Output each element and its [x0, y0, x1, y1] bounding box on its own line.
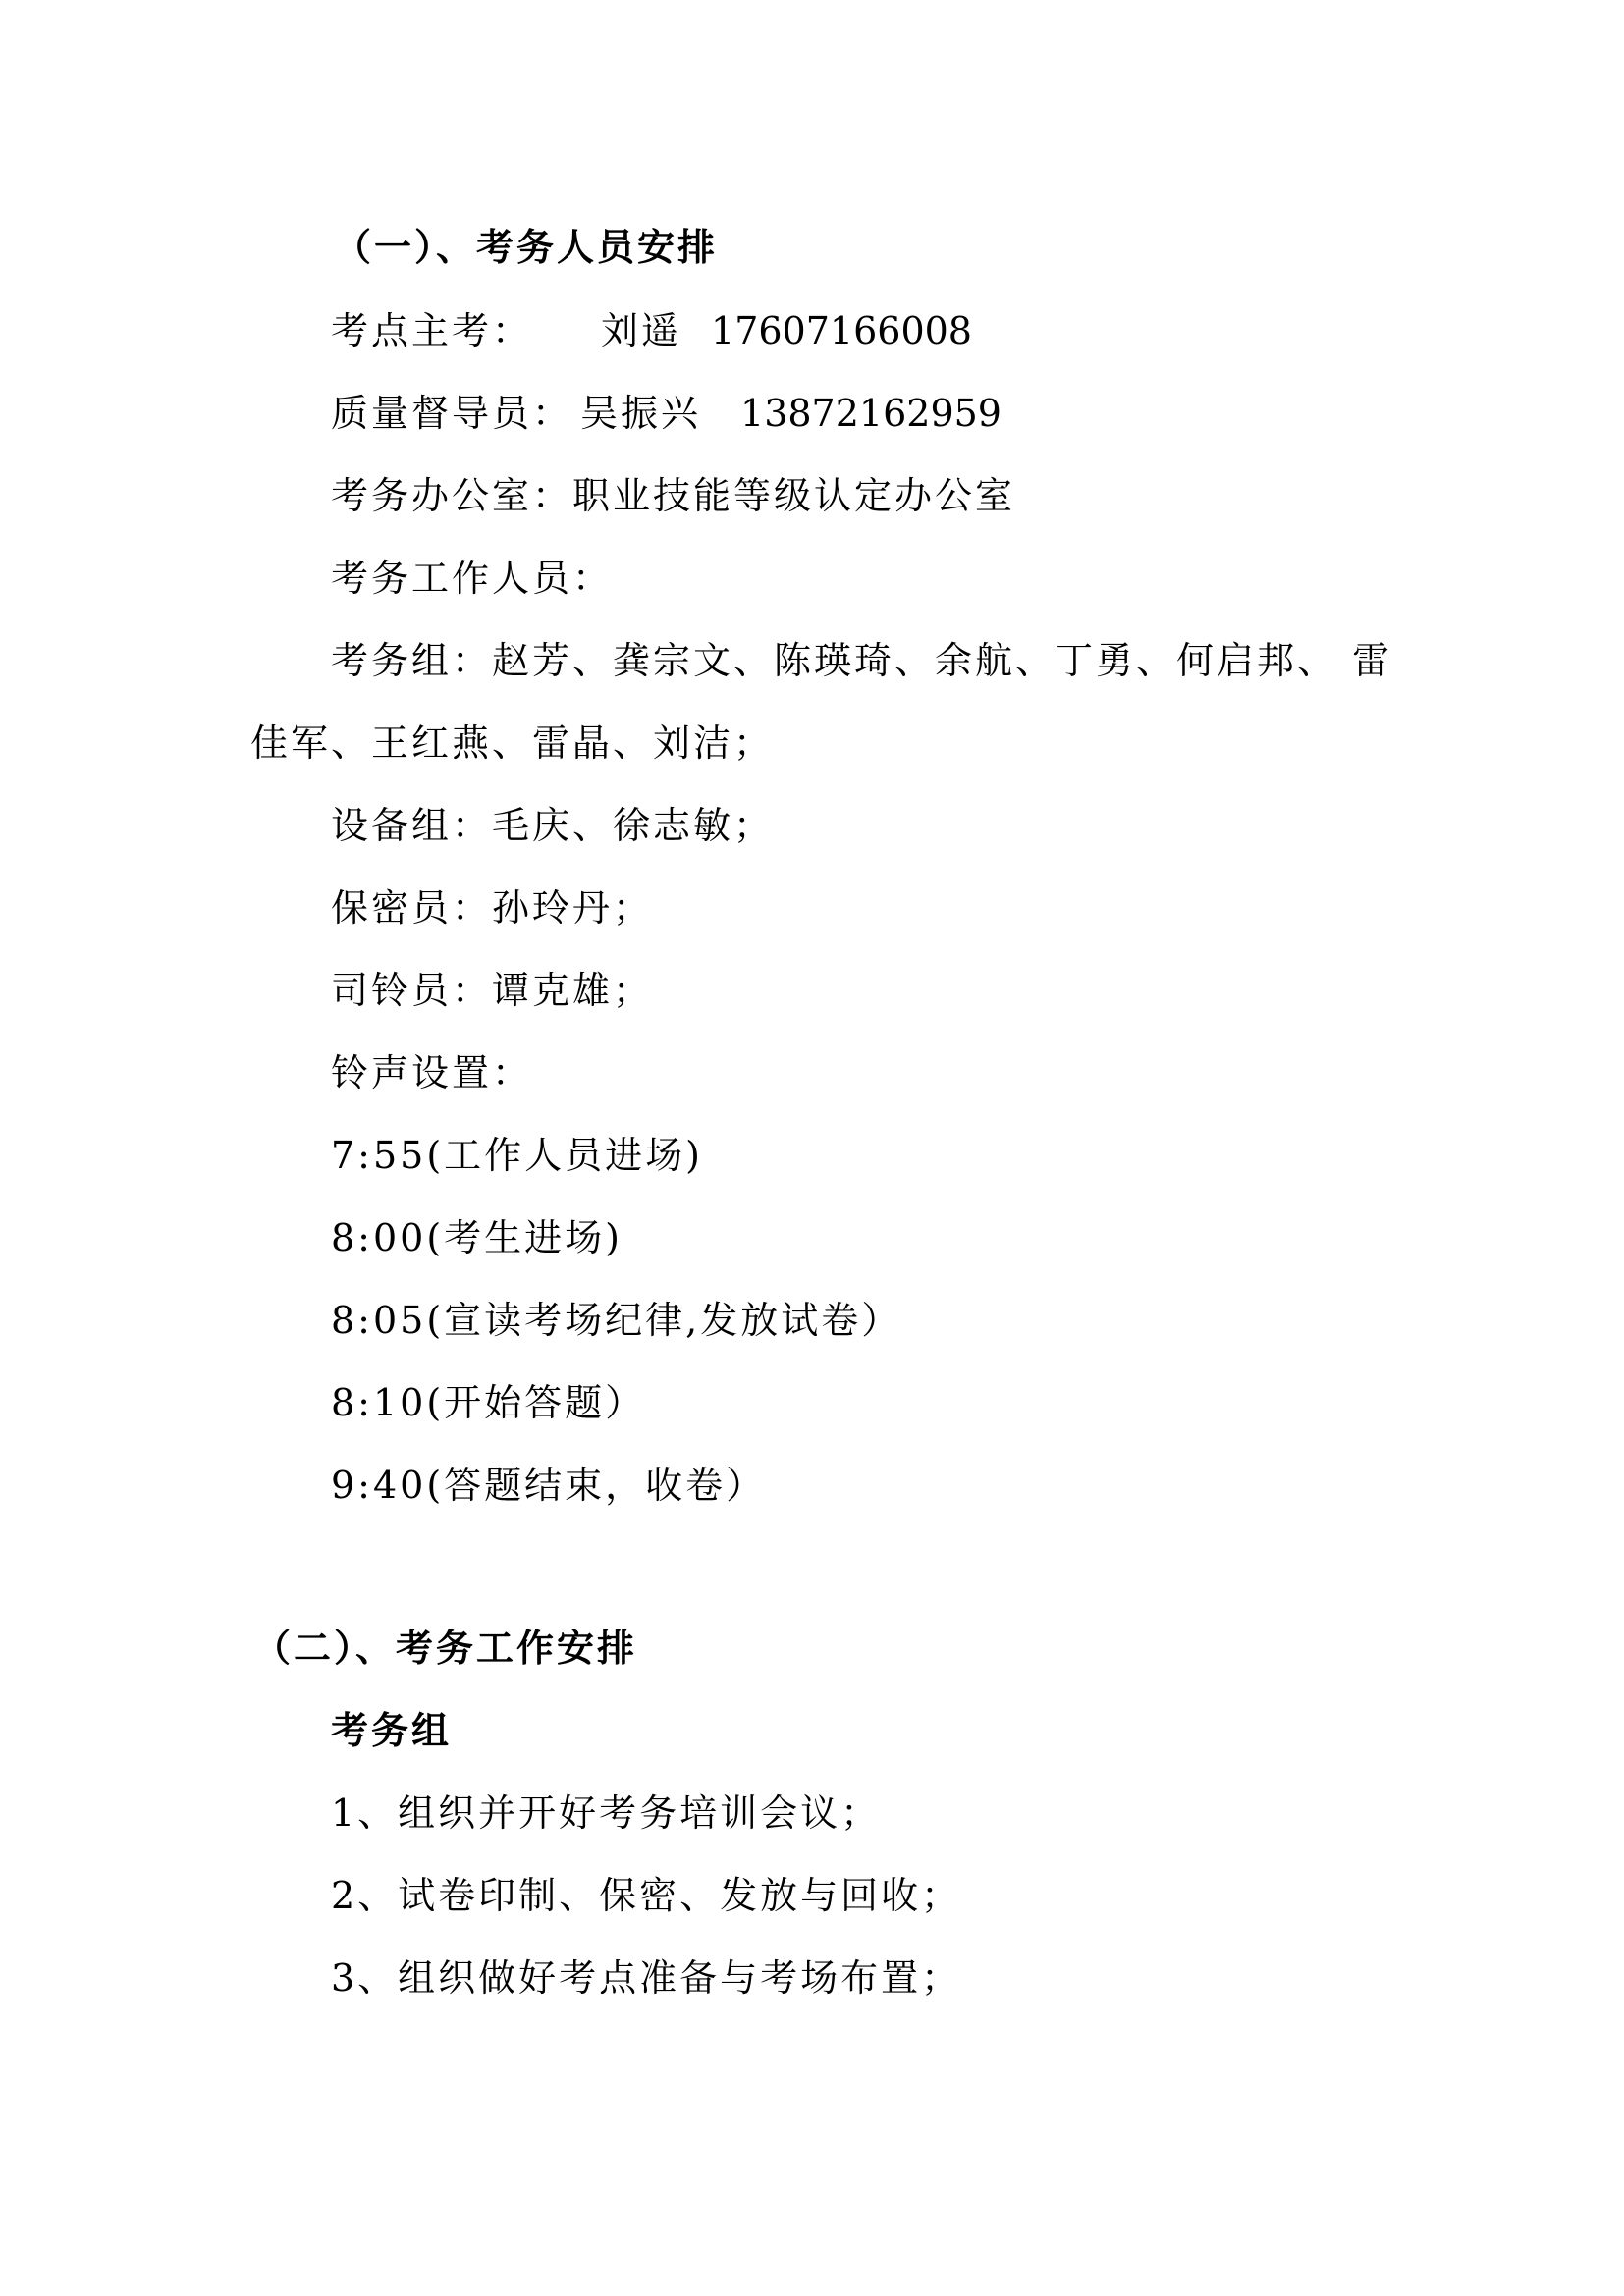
supervisor-label: 质量督导员：: [331, 392, 573, 435]
bell-schedule-item: 8:05(宣读考场纪律,发放试卷）: [331, 1299, 902, 1342]
exam-group-line2: 佳军、王红燕、雷晶、刘洁；: [250, 721, 775, 765]
security-officer: 保密员：孙玲丹；: [331, 886, 654, 930]
bell-schedule-item: 8:00(考生进场): [331, 1216, 623, 1259]
equipment-group: 设备组：毛庆、徐志敏；: [331, 804, 775, 847]
bell-schedule-item: 8:10(开始答题）: [331, 1381, 646, 1424]
chief-examiner-line: [331, 307, 972, 354]
bell-schedule-item: 7:55(工作人员进场): [331, 1134, 703, 1177]
task-item: 2、试卷印制、保密、发放与回收；: [331, 1874, 962, 1917]
bell-schedule-item: 9:40(答题结束，收卷）: [331, 1464, 767, 1507]
section2-subheading: 考务组: [331, 1708, 453, 1752]
section2-heading: （二）、考务工作安排: [253, 1626, 638, 1670]
bell-officer: 司铃员：谭克雄；: [331, 969, 654, 1012]
exam-group-line1: 考务组：赵芳、龚宗文、陈瑛琦、余航、丁勇、何启邦、 雷: [331, 639, 1393, 682]
task-item: 3、组织做好考点准备与考场布置；: [331, 1956, 962, 2000]
supervisor-phone: 13872162959: [740, 392, 1001, 435]
exam-office: 考务办公室：职业技能等级认定办公室: [331, 474, 1016, 517]
chief-examiner-label: 考点主考：: [331, 309, 533, 352]
bell-settings-label: 铃声设置：: [331, 1051, 533, 1095]
section1-heading: （一）、考务人员安排: [334, 225, 719, 269]
supervisor-line: [331, 390, 1001, 437]
task-item: 1、组织并开好考务培训会议；: [331, 1791, 882, 1835]
chief-examiner-phone: 17607166008: [711, 309, 972, 352]
staff-label: 考务工作人员：: [331, 557, 614, 600]
supervisor-name: 吴振兴: [580, 392, 702, 435]
chief-examiner-name: 刘遥: [601, 309, 682, 352]
